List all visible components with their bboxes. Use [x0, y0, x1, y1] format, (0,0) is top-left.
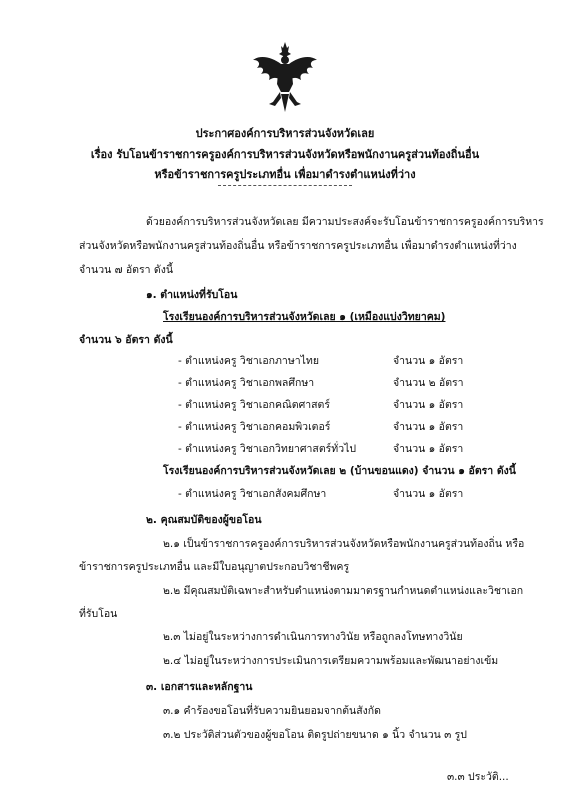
qualification-2-1-line-1: ๒.๑ เป็นข้าราชการครูองค์การบริหารส่วนจังหวัดหรือพนักงานครูส่วนท้องถิ่น หรือ — [163, 538, 525, 550]
separator-line — [218, 185, 352, 186]
position-count: จำนวน ๑ อัตรา — [393, 488, 464, 500]
position-count: จำนวน ๒ อัตรา — [393, 377, 464, 389]
position-label: - ตำแหน่งครู วิชาเอกคณิตศาสตร์ — [178, 399, 331, 411]
position-label: - ตำแหน่งครู วิชาเอกคอมพิวเตอร์ — [178, 421, 331, 433]
subject-line-1: เรื่อง รับโอนข้าราชการครูองค์การบริหารส่วนจังหวัดหรือพนักงานครูส่วนท้องถิ่นอื่น — [90, 148, 480, 161]
position-count: จำนวน ๑ อัตรา — [393, 421, 464, 433]
garuda-emblem-icon — [251, 40, 319, 114]
position-count: จำนวน ๑ อัตรา — [393, 355, 464, 367]
document-3-2: ๓.๒ ประวัติส่วนตัวของผู้ขอโอน ติดรูปถ่ายขนาด ๑ นิ้ว จำนวน ๓ รูป — [163, 729, 467, 741]
continued-marker: ๓.๓ ประวัติ... — [447, 771, 509, 783]
document-3-1: ๓.๑ คำร้องขอโอนที่รับความยินยอมจากต้นสังกัด — [163, 705, 381, 717]
qualification-2-4: ๒.๔ ไม่อยู่ในระหว่างการประเมินการเตรียมความพร้อมและพัฒนาอย่างเข้ม — [163, 655, 499, 667]
position-label: - ตำแหน่งครู วิชาเอกภาษาไทย — [178, 355, 319, 367]
qualification-2-2-line-2: ที่รับโอน — [79, 608, 118, 620]
section-3-heading: ๓. เอกสารและหลักฐาน — [146, 681, 253, 693]
school-1-count: จำนวน ๖ อัตรา ดังนี้ — [79, 334, 173, 346]
position-label: - ตำแหน่งครู วิชาเอกพลศึกษา — [178, 377, 315, 389]
qualification-2-2-line-1: ๒.๒ มีคุณสมบัติเฉพาะสำหรับตำแหน่งตามมาตรฐานกำหนดตำแหน่งและวิชาเอก — [163, 585, 524, 597]
position-label: - ตำแหน่งครู วิชาเอกสังคมศึกษา — [178, 488, 327, 500]
announcement-title: ประกาศองค์การบริหารส่วนจังหวัดเลย — [195, 127, 375, 140]
intro-line-1: ด้วยองค์การบริหารส่วนจังหวัดเลย มีความประสงค์จะรับโอนข้าราชการครูองค์การบริหาร — [146, 216, 544, 228]
position-count: จำนวน ๑ อัตรา — [393, 399, 464, 411]
intro-line-2: ส่วนจังหวัดหรือพนักงานครูส่วนท้องถิ่นอื่น หรือข้าราชการครูประเภทอื่น เพื่อมาดำรงตำแหน่งที่ว่าง — [79, 240, 517, 252]
school-2-name: โรงเรียนองค์การบริหารส่วนจังหวัดเลย ๒ (บ้านขอนแดง) จำนวน ๑ อัตรา ดังนี้ — [163, 465, 516, 477]
intro-line-3: จำนวน ๗ อัตรา ดังนี้ — [79, 264, 173, 276]
position-label: - ตำแหน่งครู วิชาเอกวิทยาศาสตร์ทั่วไป — [178, 443, 357, 455]
section-2-heading: ๒. คุณสมบัติของผู้ขอโอน — [146, 514, 262, 526]
subject-line-2: หรือข้าราชการครูประเภทอื่น เพื่อมาดำรงตำแหน่งที่ว่าง — [154, 168, 416, 181]
qualification-2-3: ๒.๓ ไม่อยู่ในระหว่างการดำเนินการทางวินัย หรือถูกลงโทษทางวินัย — [163, 631, 463, 643]
position-count: จำนวน ๑ อัตรา — [393, 443, 464, 455]
school-1-name: โรงเรียนองค์การบริหารส่วนจังหวัดเลย ๑ (เหมืองแบ่งวิทยาคม) — [163, 311, 446, 323]
section-1-heading: ๑. ตำแหน่งที่รับโอน — [146, 289, 238, 301]
qualification-2-1-line-2: ข้าราชการครูประเภทอื่น และมีใบอนุญาตประกอบวิชาชีพครู — [79, 561, 350, 573]
